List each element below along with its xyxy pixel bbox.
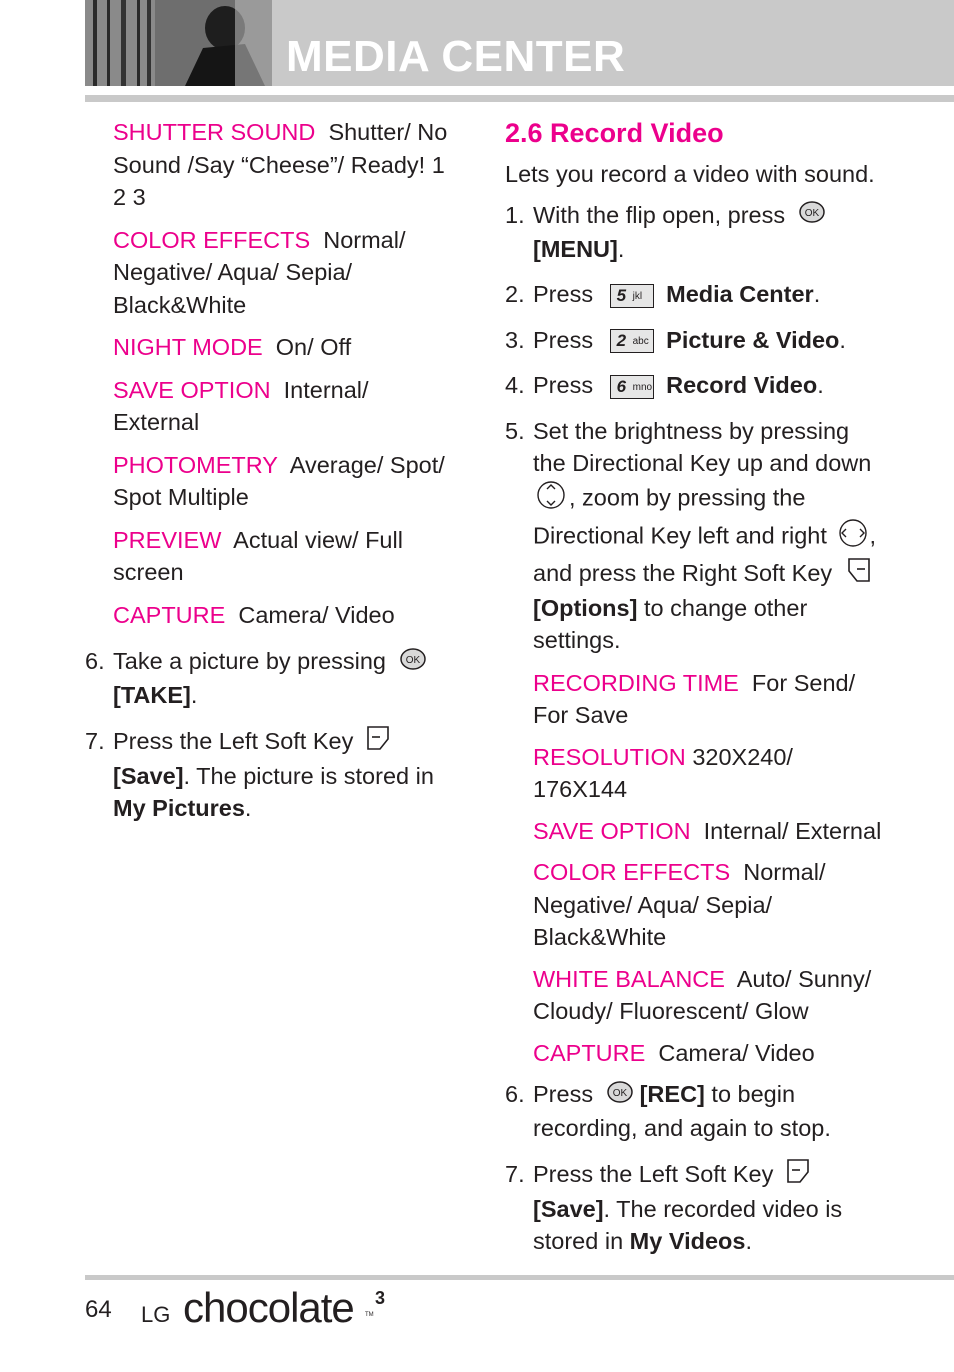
step-text: to change other settings. (533, 594, 808, 654)
footer-divider (85, 1275, 954, 1280)
option-capture (113, 599, 455, 632)
step-settings (505, 415, 885, 657)
step-number: 7. (505, 1160, 525, 1187)
logo-product: chocolate (183, 1284, 354, 1331)
step-open-menu (505, 199, 885, 266)
option-value: Camera/ Video (658, 1039, 815, 1066)
step-bold-label: [MENU] (533, 235, 618, 262)
header-divider (85, 95, 954, 102)
option-label: COLOR EFFECTS (113, 226, 311, 253)
section-title: 2.6 Record Video (505, 118, 724, 148)
option-value: Actual view/ Full screen (113, 526, 403, 585)
step-bold-label: [Save] (533, 1195, 604, 1222)
ok-key-icon (798, 200, 826, 233)
option-color-effects (113, 224, 455, 322)
lg-chocolate-logo (137, 1282, 397, 1337)
step-text: Press (533, 372, 594, 399)
option-label: COLOR EFFECTS (533, 859, 731, 886)
header-photo (85, 0, 272, 86)
option-label: SAVE OPTION (113, 376, 271, 403)
step-bold-label: My Videos (629, 1228, 746, 1255)
right-soft-key-icon (845, 557, 871, 592)
step-save-video (505, 1158, 885, 1258)
option-shutter-sound (113, 116, 455, 214)
key-digit: 5 (616, 285, 627, 305)
option-label: RECORDING TIME (533, 669, 739, 696)
step-end: . (813, 281, 821, 308)
step-text: , zoom by pressing the Directional Key left and right (533, 484, 827, 549)
step-end: . (617, 235, 625, 262)
step-text: Press the Left Soft Key (113, 727, 354, 754)
step-text: . The picture is stored in (183, 762, 434, 789)
step-number: 2. (505, 281, 525, 308)
option-label: RESOLUTION (533, 743, 686, 770)
option-color-effects (533, 856, 885, 954)
option-value: Auto/ Sunny/ Cloudy/ Fluorescent/ Glow (533, 965, 872, 1025)
right-column (505, 116, 885, 1271)
svg-text:OK: OK (405, 654, 420, 666)
key-letters: jkl (632, 290, 643, 302)
step-bold-label: My Pictures (113, 795, 245, 822)
step-end: . (190, 682, 198, 709)
key-letters: abc (632, 336, 649, 348)
option-save-option (113, 374, 455, 439)
option-label: WHITE BALANCE (533, 965, 725, 992)
option-label: PREVIEW (113, 526, 222, 553)
key-digit: 2 (616, 331, 627, 351)
step-end: . (244, 795, 252, 822)
step-text: to begin recording, and again to stop. (533, 1081, 831, 1142)
option-label: SAVE OPTION (533, 817, 691, 844)
step-text: . The recorded video is stored in (533, 1195, 843, 1255)
step-number: 4. (505, 372, 525, 399)
option-value: Internal/ External (703, 817, 882, 844)
step-record-video (505, 369, 885, 402)
step-bold-label: [Save] (113, 762, 184, 789)
option-label: NIGHT MODE (113, 334, 263, 360)
left-soft-key-icon (366, 725, 392, 760)
keypad-2-icon (610, 329, 654, 353)
step-bold-label: [TAKE] (113, 682, 191, 709)
option-recording-time (533, 667, 885, 732)
step-record (505, 1078, 885, 1145)
step-text: Press (533, 281, 594, 308)
step-bold-label: Picture & Video (666, 326, 840, 353)
option-value: Camera/ Video (238, 601, 395, 628)
step-text: Press (533, 1081, 594, 1108)
step-media-center (505, 278, 885, 311)
svg-text:OK: OK (612, 1087, 627, 1099)
option-value: For Send/ For Save (533, 669, 856, 729)
option-label: PHOTOMETRY (113, 451, 278, 478)
step-bold-label: Record Video (666, 372, 818, 399)
logo-superscript: 3 (375, 1288, 386, 1308)
option-value: Normal/ Negative/ Aqua/ Sepia/ Black&White (113, 226, 406, 318)
left-soft-key-icon (786, 1158, 812, 1193)
ok-key-icon (606, 1080, 634, 1113)
option-label: CAPTURE (113, 601, 226, 628)
step-text: Press (533, 326, 594, 353)
step-number: 6. (505, 1081, 525, 1108)
keypad-5-icon (610, 284, 654, 308)
option-preview (113, 524, 455, 589)
ok-key-icon (399, 647, 427, 680)
option-photometry (113, 449, 455, 514)
step-picture-video (505, 324, 885, 357)
step-number: 6. (85, 648, 105, 674)
option-white-balance (533, 963, 885, 1028)
step-end: . (817, 372, 824, 399)
option-value: Normal/ Negative/ Aqua/ Sepia/ Black&White (533, 859, 826, 951)
option-value: Average/ Spot/ Spot Multiple (113, 451, 445, 510)
step-take-picture (85, 645, 455, 712)
step-end: . (745, 1228, 753, 1255)
logo-brand: LG (141, 1302, 171, 1327)
svg-text:OK: OK (804, 208, 819, 220)
page-number: 64 (85, 1296, 112, 1323)
option-save-option (533, 815, 885, 848)
directional-left-right-icon (837, 518, 869, 557)
section-intro: Lets you record a video with sound. (505, 161, 875, 187)
left-column (85, 116, 455, 838)
step-text: With the flip open, press (533, 201, 786, 228)
logo-tm: TM (365, 1312, 374, 1318)
option-value: 320X240/ 176X144 (533, 743, 793, 803)
key-digit: 6 (616, 376, 627, 396)
directional-up-down-icon (535, 480, 567, 519)
option-value: Shutter/ No Sound /Say “Cheese”/ Ready! 1 2 3 (113, 119, 448, 210)
step-number: 5. (505, 417, 525, 444)
step-bold-label: Media Center (666, 281, 814, 308)
step-number: 3. (505, 326, 525, 353)
step-bold-label: [Options] (533, 594, 638, 621)
option-capture (533, 1037, 885, 1070)
step-text: Press the Left Soft Key (533, 1160, 774, 1187)
step-number: 1. (505, 201, 525, 228)
step-text: Set the brightness by pressing the Directional Key up and down (533, 417, 872, 477)
page-title: MEDIA CENTER (286, 32, 626, 81)
key-letters: mno (632, 381, 653, 393)
step-text: Take a picture by pressing (113, 648, 387, 674)
step-end: . (839, 326, 846, 353)
step-text: , and press the Right Soft Key (533, 522, 876, 586)
step-save-picture (85, 725, 455, 825)
option-label: SHUTTER SOUND (113, 119, 316, 145)
option-resolution (533, 741, 885, 806)
step-bold-label: [REC] (639, 1081, 705, 1108)
option-value: On/ Off (275, 334, 352, 360)
option-label: CAPTURE (533, 1039, 646, 1066)
option-value: Internal/ External (113, 376, 369, 435)
step-number: 7. (85, 727, 105, 754)
keypad-6-icon (610, 375, 654, 399)
option-night-mode (113, 331, 455, 364)
